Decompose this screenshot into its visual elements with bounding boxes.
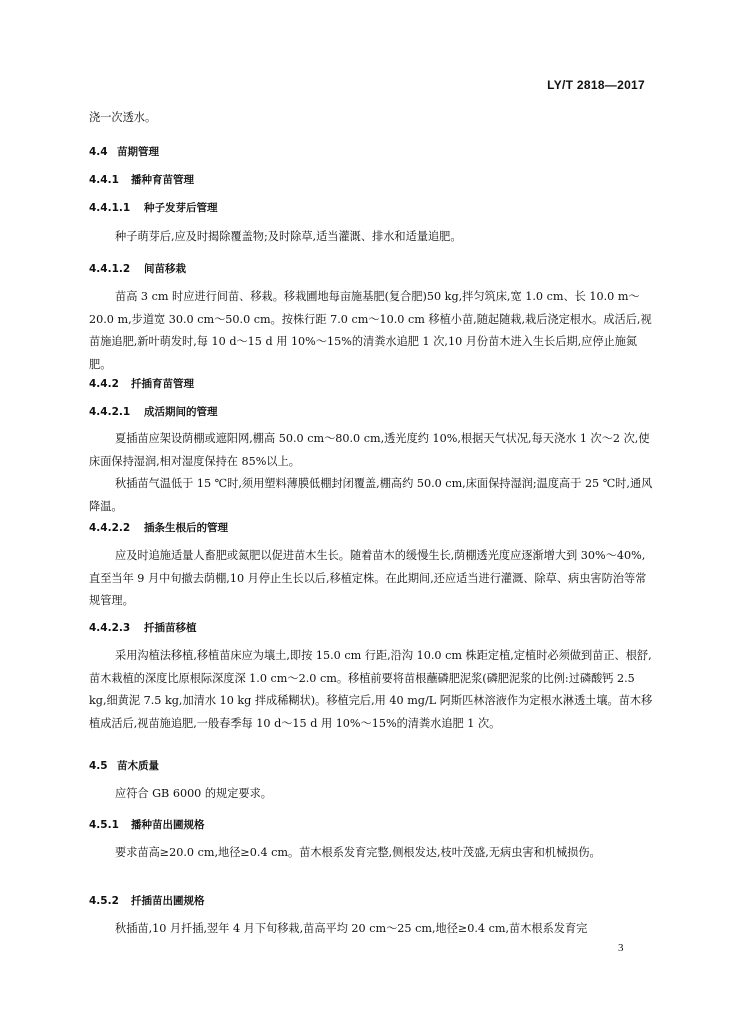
paragraph: 秋插苗,10 月扦插,翌年 4 月下旬移栽,苗高平均 20 cm～25 cm,地径≥0.4 cm,苗木根系发育完 xyxy=(115,922,588,935)
section-heading: 4.4.2.1 成活期间的管理 xyxy=(89,406,218,418)
section-heading: 4.5 苗木质量 xyxy=(89,760,159,772)
paragraph: 苗高 3 cm 时应进行间苗、移栽。移栽圃地每亩施基肥(复合肥)50 kg,拌匀筑床,宽 1.0 cm、长 10.0 m～20.0 m,步道宽 30.0 cm～50.0 cm。按株行距 7.0 cm～10.0 cm 移植小苗,随起随栽,栽后浇定根水。成活后,视苗施追肥,新叶萌发时,每 10 d～15 d 用 10%～15%的清粪水追肥 1 次,10 月份苗木进入生长后期,应停止施氮肥。 xyxy=(89,290,652,371)
section-heading: 4.4.2.2 插条生根后的管理 xyxy=(89,522,228,534)
page-number: 3 xyxy=(618,942,624,954)
paragraph: 应符合 GB 6000 的规定要求。 xyxy=(115,787,272,800)
section-heading: 4.5.1 播种苗出圃规格 xyxy=(89,819,205,831)
paragraph: 秋插苗气温低于 15 ℃时,须用塑料薄膜低棚封闭覆盖,棚高约 50.0 cm,床面保持湿润;温度高于 25 ℃时,通风降温。 xyxy=(89,477,653,513)
paragraph: 要求苗高≥20.0 cm,地径≥0.4 cm。苗木根系发育完整,侧根发达,枝叶茂盛,无病虫害和机械损伤。 xyxy=(115,846,601,859)
section-heading: 4.4.1.1 种子发芽后管理 xyxy=(89,202,218,214)
standard-code: LY/T 2818—2017 xyxy=(547,78,645,92)
section-heading: 4.4.2 扦插育苗管理 xyxy=(89,378,194,390)
section-heading: 4.4.1 播种育苗管理 xyxy=(89,174,194,186)
paragraph: 种子萌芽后,应及时揭除覆盖物;及时除草,适当灌溉、排水和适量追肥。 xyxy=(115,230,462,243)
paragraph: 夏插苗应架设荫棚或遮阳网,棚高 50.0 cm～80.0 cm,透光度约 10%,根据天气状况,每天浇水 1 次～2 次,使床面保持湿润,相对湿度保持在 85%以上。 xyxy=(89,432,650,468)
section-heading: 4.5.2 扦插苗出圃规格 xyxy=(89,895,205,907)
section-heading: 4.4.2.3 扦插苗移植 xyxy=(89,622,197,634)
paragraph-continuation: 浇一次透水。 xyxy=(89,111,157,124)
paragraph: 采用沟植法移植,移植苗床应为壤土,即按 15.0 cm 行距,沿沟 10.0 cm 株距定植,定植时必须做到苗正、根舒,苗木栽植的深度比原根际深度深 1.0 cm～2.0 cm。移植前要将苗根蘸磷肥泥浆(磷肥泥浆的比例:过磷酸钙 2.5 kg,细黄泥 7.5 kg,加清水 10 kg 拌成稀糊状)。移植完后,用 40 mg/L 阿斯匹林溶液作为定根水淋透土壤。苗木移植成活后,视苗施追肥,一般春季每 10 d～15 d 用 10%～15%的清粪水追肥 1 次。 xyxy=(89,649,653,730)
section-heading: 4.4.1.2 间苗移栽 xyxy=(89,263,186,275)
paragraph: 应及时追施适量人畜肥或氮肥以促进苗木生长。随着苗木的缓慢生长,荫棚透光度应逐渐增大到 30%～40%,直至当年 9 月中旬撤去荫棚,10 月停止生长以后,移植定株。在此期间,还应适当进行灌溉、除草、病虫害防治等常规管理。 xyxy=(89,549,647,608)
section-heading: 4.4 苗期管理 xyxy=(89,146,159,158)
